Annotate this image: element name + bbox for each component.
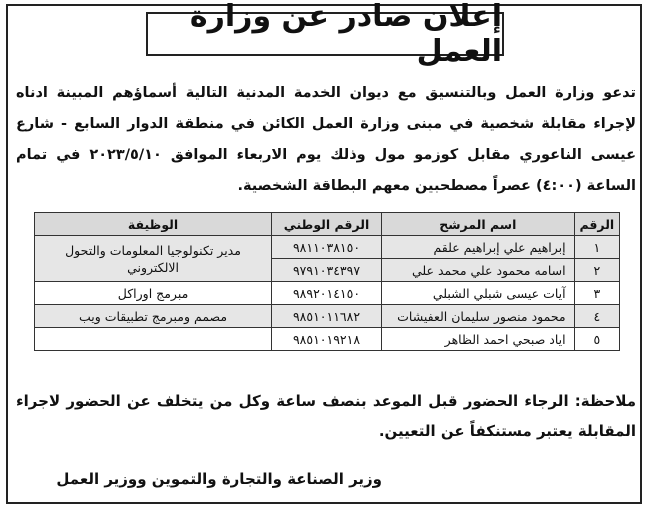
table-row — [35, 282, 620, 305]
header-job: الوظيفة — [35, 213, 272, 236]
header-number: الرقم — [574, 213, 619, 236]
note-paragraph: ملاحظة: الرجاء الحضور قبل الموعد بنصف ساعة وكل من يتخلف عن الحضور لاجراء المقابلة يعتبر مستنكفاً عن التعيين. — [16, 392, 636, 440]
intro-paragraph: تدعو وزارة العمل وبالتنسيق مع ديوان الخدمة المدنية التالية أسماؤهم المبينة ادناه لإجراء مقابلة شخصية في مبنى وزارة العمل الكائن في منطقة الدوار السابع - شارع عيسى الناعوري مقابل كوزمو مول وذلك يوم الاربعاء الموافق ٢٠٢٣/٥/١٠ في تمام الساعة (٤:٠٠) عصراً مصطحبين معهم البطاقة الشخصية. — [16, 85, 637, 194]
cell-job: مصمم ومبرمج تطبيقات ويب — [35, 305, 272, 328]
cell-national-id: ٩٨٩٢٠١٤١٥٠ — [272, 282, 382, 305]
cell-national-id: ٩٨١١٠٣٨١٥٠ — [272, 236, 382, 259]
header-national-id: الرقم الوطني — [272, 213, 382, 236]
cell-national-id: ٩٨٥١٠١٩٢١٨ — [272, 328, 382, 351]
cell-number: ٣ — [574, 282, 619, 305]
cell-national-id: ٩٨٥١٠١١٦٨٢ — [272, 305, 382, 328]
cell-national-id: ٩٧٩١٠٣٤٣٩٧ — [272, 259, 382, 282]
cell-number: ٤ — [574, 305, 619, 328]
signature-line: وزير الصناعة والتجارة والتموين ووزير العمل — [56, 470, 382, 488]
cell-number: ٥ — [574, 328, 619, 351]
candidates-table — [34, 212, 620, 351]
table-row — [35, 305, 620, 328]
table-row — [35, 328, 620, 351]
cell-name: إبراهيم علي إبراهيم علقم — [381, 236, 574, 259]
cell-job-empty — [35, 328, 272, 351]
announcement-title: إعلان صادر عن وزارة العمل — [146, 12, 504, 56]
cell-job: مدير تكنولوجيا المعلومات والتحول الالكتروني — [35, 236, 272, 282]
cell-name: آيات عيسى شبلي الشبلي — [381, 282, 574, 305]
cell-number: ١ — [574, 236, 619, 259]
cell-name: اياد صبحي احمد الظاهر — [381, 328, 574, 351]
cell-job: مبرمج اوراكل — [35, 282, 272, 305]
table-row — [35, 236, 620, 259]
header-name: اسم المرشح — [381, 213, 574, 236]
cell-number: ٢ — [574, 259, 619, 282]
cell-name: محمود منصور سليمان العفيشات — [381, 305, 574, 328]
table-header-row — [35, 213, 620, 236]
cell-name: اسامه محمود علي محمد علي — [381, 259, 574, 282]
